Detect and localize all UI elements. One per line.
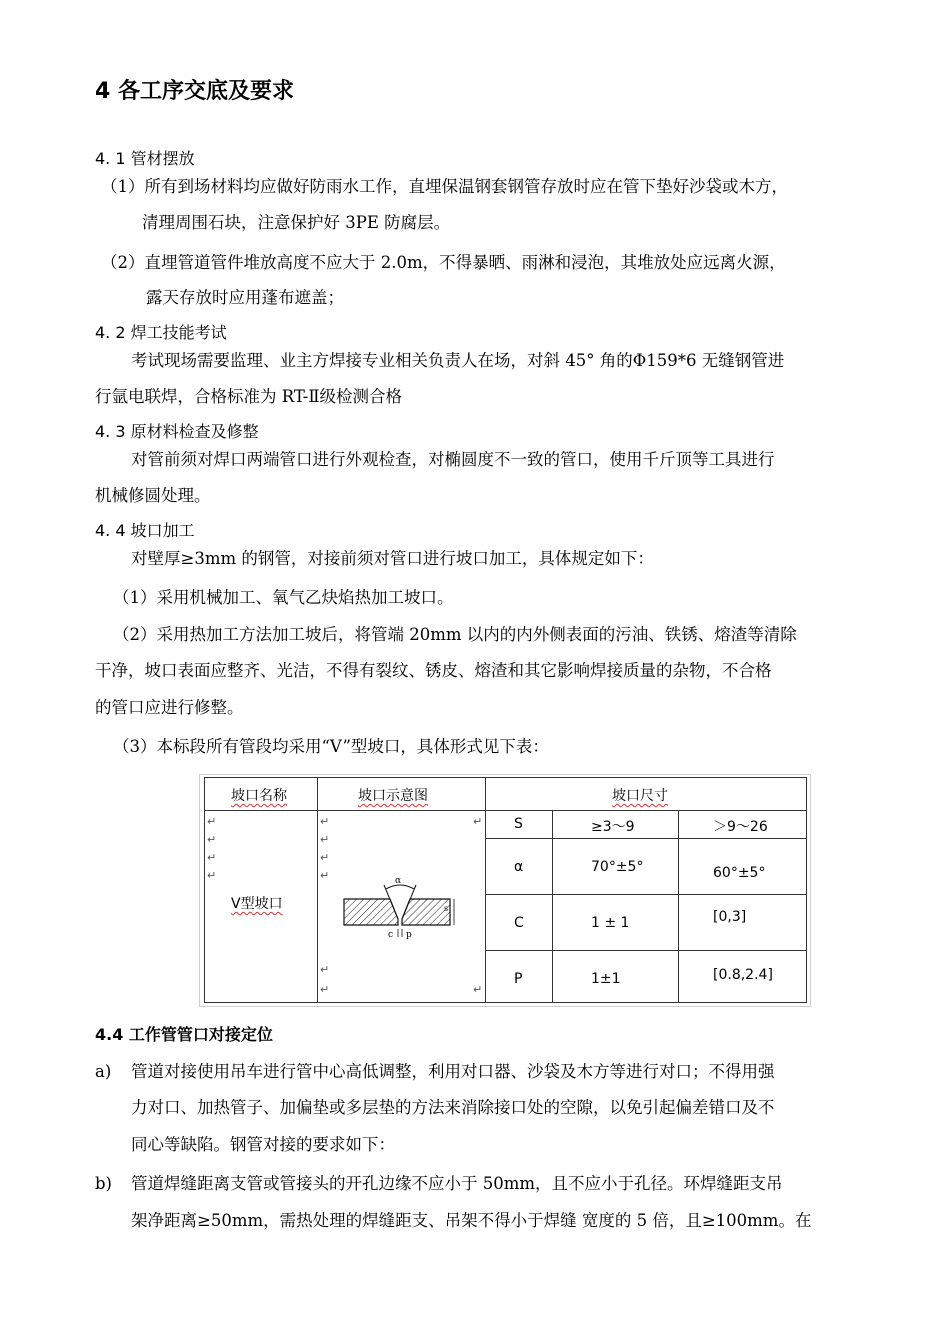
return-mark: ↵ — [320, 963, 330, 976]
table-cell — [678, 810, 807, 839]
param-value: 60°±5° — [713, 865, 766, 881]
table-cell — [552, 894, 679, 951]
table-cell — [678, 894, 807, 951]
v-groove-diagram — [340, 873, 460, 943]
paragraph-line: 架净距离≥50mm，需热处理的焊缝距支、吊架不得小于焊缝 宽度的 5 倍，且≥100mm。在 — [131, 1211, 812, 1230]
list-label-a: a) — [95, 1062, 112, 1081]
return-mark: ↵ — [320, 833, 330, 846]
param-name: P — [514, 971, 523, 987]
section-heading: 4 各工序交底及要求 — [95, 79, 294, 104]
p-label: p — [406, 930, 412, 940]
paragraph-line: 考试现场需要监理、业主方焊接专业相关负责人在场，对斜 45° 角的Φ159*6 无缝钢管进 — [131, 351, 785, 370]
header-text: 坡口尺寸 — [612, 788, 668, 804]
c-label: c — [388, 930, 394, 940]
header-text: 坡口名称 — [231, 788, 287, 804]
param-value: ＞9～26 — [713, 819, 768, 835]
paragraph-line: 同心等缺陷。钢管对接的要求如下： — [131, 1135, 395, 1154]
paragraph-line: 清理周围石块，注意保护好 3PE 防腐层。 — [142, 213, 451, 232]
subsection-title-4-2: 4. 2 焊工技能考试 — [95, 323, 227, 342]
table-cell — [678, 838, 807, 895]
list-label-b: b) — [95, 1174, 112, 1193]
param-value: 1±1 — [591, 971, 621, 987]
table-cell — [485, 810, 553, 839]
paragraph-line: 的管口应进行修整。 — [95, 698, 244, 717]
table-cell — [552, 810, 679, 839]
return-mark: ↵ — [207, 869, 217, 882]
return-mark: ↵ — [207, 851, 217, 864]
param-value: ≥3～9 — [591, 819, 635, 835]
groove-table — [199, 774, 811, 1007]
return-mark: ↵ — [473, 983, 483, 996]
s-label: s — [444, 904, 449, 913]
table-cell — [678, 950, 807, 1003]
param-value: [0.8,2.4] — [713, 967, 773, 983]
paragraph-line: 管道对接使用吊车进行管中心高低调整，利用对口器、沙袋及木方等进行对口；不得用强 — [131, 1062, 775, 1081]
return-mark: ↵ — [320, 983, 330, 996]
paragraph-line: 管道焊缝距离支管或管接头的开孔边缘不应小于 50mm，且不应小于孔径。环焊缝距支吊 — [131, 1174, 783, 1193]
subsection-title-4-3: 4. 3 原材料检查及修整 — [95, 422, 259, 441]
paragraph-line: 干净，坡口表面应整齐、光洁，不得有裂纹、锈皮、熔渣和其它影响焊接质量的杂物，不合格 — [95, 661, 772, 680]
subsection-title-work-pipe: 4.4 工作管管口对接定位 — [95, 1025, 273, 1044]
param-value: 70°±5° — [591, 859, 644, 875]
header-groove-name — [204, 777, 318, 811]
header-groove-diagram — [317, 777, 486, 811]
groove-diagram-cell — [317, 810, 486, 1003]
return-mark: ↵ — [207, 833, 217, 846]
paragraph-line: 机械修圆处理。 — [95, 486, 211, 505]
header-text: 坡口示意图 — [358, 788, 428, 804]
paragraph-line: 对管前须对焊口两端管口进行外观检查，对椭圆度不一致的管口，使用千斤顶等工具进行 — [131, 450, 775, 469]
param-value: [0,3] — [713, 909, 747, 925]
return-mark: ↵ — [320, 869, 330, 882]
param-name: C — [514, 915, 524, 931]
paragraph-line: 行氩电联焊，合格标准为 RT-Ⅱ级检测合格 — [95, 387, 403, 406]
paragraph-line: （2）直埋管道管件堆放高度不应大于 2.0m，不得暴晒、雨淋和浸泡，其堆放处应远离火源， — [101, 253, 786, 272]
paragraph-line: 露天存放时应用蓬布遮盖； — [146, 288, 344, 307]
groove-name-text: V型坡口 — [231, 896, 283, 912]
subsection-title-4-4: 4. 4 坡口加工 — [95, 521, 195, 540]
table-cell — [485, 838, 553, 895]
return-mark: ↵ — [320, 815, 330, 828]
paragraph-line: （1）采用机械加工、氧气乙炔焰热加工坡口。 — [113, 588, 454, 607]
return-mark: ↵ — [320, 851, 330, 864]
return-mark: ↵ — [473, 815, 483, 828]
header-groove-size — [485, 777, 807, 811]
table-cell — [485, 950, 553, 1003]
paragraph-line: 对壁厚≥3mm 的钢管，对接前须对管口进行坡口加工，具体规定如下： — [131, 549, 654, 568]
table-cell — [485, 894, 553, 951]
table-cell — [552, 950, 679, 1003]
paragraph-line: （1）所有到场材料均应做好防雨水工作，直埋保温钢套钢管存放时应在管下垫好沙袋或木方， — [101, 177, 788, 196]
param-name: S — [514, 816, 523, 832]
subsection-title-4-1: 4. 1 管材摆放 — [95, 149, 195, 168]
param-value: 1 ± 1 — [591, 915, 630, 931]
paragraph-line: （2）采用热加工方法加工坡后，将管端 20mm 以内的内外侧表面的污油、铁锈、熔渣等清除 — [113, 625, 797, 644]
param-name: α — [514, 859, 524, 875]
table-cell — [552, 838, 679, 895]
alpha-label: α — [395, 876, 402, 886]
paragraph-line: （3）本标段所有管段均采用“V”型坡口，具体形式见下表： — [113, 737, 549, 756]
groove-name-cell — [204, 810, 318, 1003]
return-mark: ↵ — [207, 815, 217, 828]
paragraph-line: 力对口、加热管子、加偏垫或多层垫的方法来消除接口处的空隙，以免引起偏差错口及不 — [131, 1098, 775, 1117]
